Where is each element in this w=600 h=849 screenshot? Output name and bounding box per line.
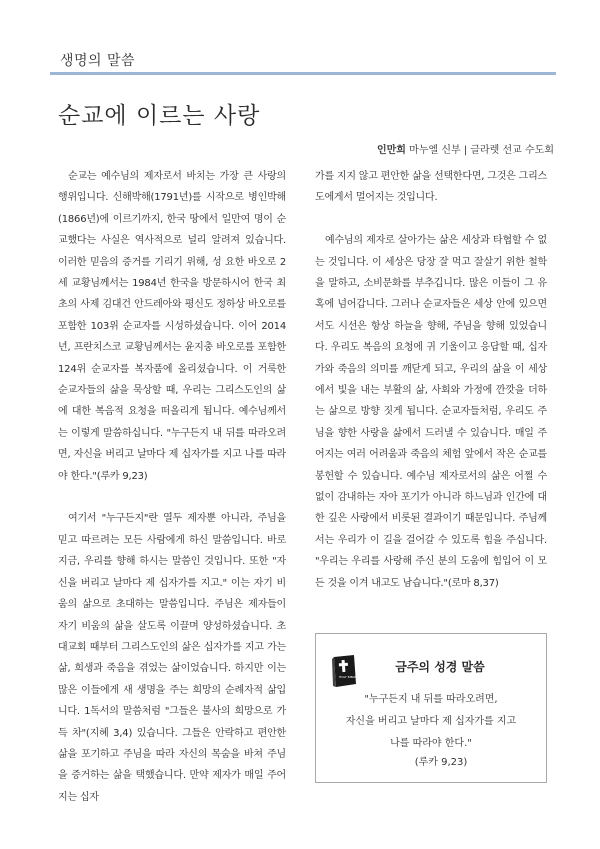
author-name: 인만희 bbox=[376, 145, 406, 156]
verse-reference: (루카 9,23) bbox=[414, 757, 468, 768]
verse-line: 나를 따라야 한다." bbox=[390, 738, 472, 749]
left-column bbox=[58, 166, 286, 808]
header-divider bbox=[50, 72, 556, 75]
verse-title: 금주의 성경 말씀 bbox=[395, 660, 485, 674]
right-column bbox=[315, 166, 547, 594]
verse-line: 자신을 버리고 날마다 제 십자가를 지고 bbox=[345, 716, 517, 727]
paragraph: 예수님의 제자로 살아가는 삶은 세상과 타협할 수 없는 것입니다. 이 세상은 당장 잘 먹고 잘살기 위한 철학을 말하고, 소비문화를 부추깁니다. 많은 이들이 그 유혹에 넘어갑니다. 그러나 순교자들은 세상 안에 있으면서도 시선은 항상 하늘을 향해, 주님을 향해 있었습니다. 우리도 복음의 요청에 귀 기울이고 응답할 때, 십자가와 죽음의 의미를 깨닫게 되고, 우리의 삶을 이 세상에서 빛을 내는 부활의 삶, 사회와 가정에 깐깟을 더하는 삶으로 방향 짓게 됩니다. 순교자들처럼, 우리도 주님을 향한 사랑을 삶에서 드러낼 수 있습니다. 매일 주어지는 여러 어려움과 죽음의 체험 앞에서 작은 순교를 봉헌할 수 있습니다. 예수님 제자로서의 삶은 어쩔 수 없이 감내하는 자아 포기가 아니라 하느님과 인간에 대한 깊은 사랑에서 비롯된 결과이기 때문입니다. 주님께서는 우리가 이 길을 걸어갈 수 있도록 힘을 주십니다. "우리는 우리를 사랑해 주신 분의 도움에 힘입어 이 모든 것을 이겨 내고도 남습니다."(로마 8,37) bbox=[315, 235, 547, 589]
author-line bbox=[377, 141, 554, 156]
page-title: 순교에 이르는 사랑 bbox=[58, 103, 261, 129]
verse-line: "누구든지 내 뒤를 따라오려면, bbox=[364, 694, 498, 705]
svg-text:HOLY BIBLE: HOLY BIBLE bbox=[339, 675, 357, 679]
paragraph: 순교는 예수님의 제자로서 바치는 가장 큰 사랑의 행위입니다. 신해박해(1791년)를 시작으로 병인박해(1866년)에 이르기까지, 한국 땅에서 일만여 명이 순교했다는 사실은 역사적으로 널리 알려져 있습니다. 이러한 믿음의 증거를 기리기 위해, 성 요한 바오로 2세 교황님께서는 1984년 한국을 방문하시어 한국 최초의 사제 김대건 안드레아와 평신도 정하상 바오로를 포함한 103위 순교자를 시성하셨습니다. 이어 2014년, 프란치스코 교황님께서는 윤지충 바오로를 포함한 124위 순교자를 복자품에 올리셨습니다. 이 거룩한 순교자들의 삶을 묵상할 때, 우리는 그리스도인의 삶에 대한 복음적 요청을 떠올리게 됩니다. 예수님께서는 이렇게 말씀하십니다. "누구든지 내 뒤를 따라오려면, 자신을 버리고 날마다 제 십자가를 지고 나를 따라야 한다."(루카 9,23) bbox=[58, 171, 286, 482]
paragraph: 가를 지지 않고 편안한 삶을 선택한다면, 그것은 그리스도에게서 멀어지는 것입니다. bbox=[315, 171, 547, 204]
verse-text bbox=[326, 689, 536, 755]
author-affiliation: 마누엘 신부 | 글라렛 선교 수도회 bbox=[409, 145, 554, 156]
paragraph: 여기서 "누구든지"란 열두 제자뿐 아니라, 주님을 믿고 따르려는 모든 사람에게 하신 말씀입니다. 바로 지금, 우리를 향해 하시는 말씀인 것입니다. 또한 "자신을 버리고 날마다 제 십자가를 지고." 이는 자기 비움의 삶으로 초대하는 말씀입니다. 주님은 제자들이 자기 비움의 삶을 살도록 이끌며 양성하셨습니다. 초대교회 때부터 그리스도인의 삶은 십자가를 지고 가는 삶, 희생과 죽음을 겪었는 삶이었습니다. 하지만 이는 많은 이들에게 새 생명을 주는 희망의 순례자적 삶입니다. 1독서의 말씀처럼 "그들은 불사의 희망으로 가득 차"(지혜 3,4) 있습니다. 그들은 안락하고 편안한 삶을 포기하고 주님을 따라 자신의 목숨을 바쳐 주님을 증거하는 삶을 택했습니다. 만약 제자가 매일 주어지는 십자 bbox=[58, 513, 286, 803]
weekly-verse-box bbox=[315, 633, 547, 783]
section-label: 생명의 말씀 bbox=[60, 53, 136, 69]
